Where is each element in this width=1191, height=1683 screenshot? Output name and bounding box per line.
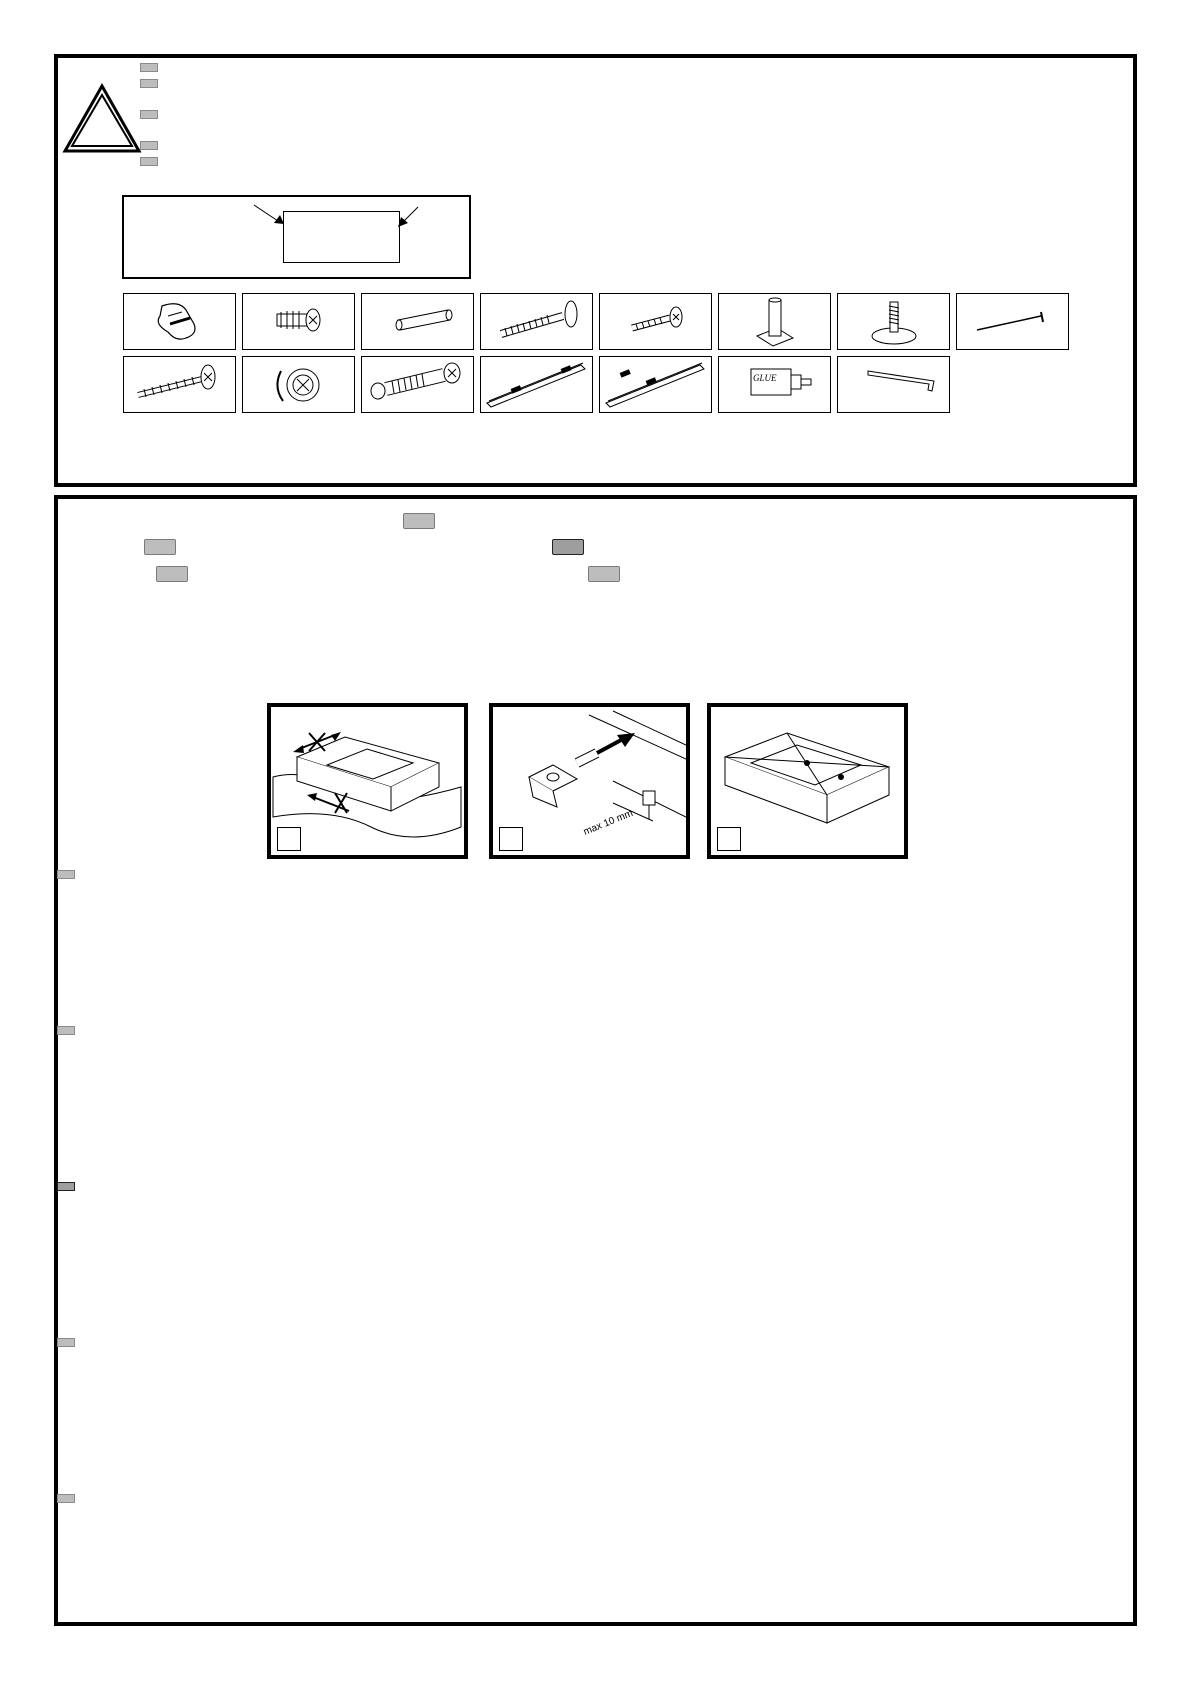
part-drawer-runner-left (480, 356, 593, 413)
part-wooden-dowel (361, 293, 474, 350)
language-tag (140, 110, 158, 119)
euro-screw-icon (243, 294, 354, 349)
part-allen-key (837, 356, 950, 413)
part-drawer-runner-right (599, 356, 712, 413)
language-tag (140, 157, 158, 166)
language-tag (57, 1494, 75, 1503)
language-tag (140, 63, 158, 72)
connector-bolt-icon (600, 294, 711, 349)
language-tag (57, 870, 75, 879)
cam-lock-icon (243, 357, 354, 412)
cam-lock-connector-icon (124, 294, 235, 349)
leg-post-icon (719, 294, 830, 349)
part-cam-lock-connector (123, 293, 236, 350)
instructions-panel (54, 495, 1137, 1626)
language-tag (140, 141, 158, 150)
language-tag (552, 539, 584, 555)
drawer-runner-left-icon (481, 357, 592, 412)
cam-bolt-dowel-icon (362, 357, 473, 412)
assembly-figure-2 (489, 703, 690, 859)
serial-number-box (122, 195, 471, 279)
nail-icon (957, 294, 1068, 349)
part-adjustable-foot (837, 293, 950, 350)
glue-label: GLUE (753, 373, 777, 383)
language-tag (156, 566, 188, 582)
step-number-box (717, 827, 741, 851)
max-depth-label: max 10 mm (582, 808, 635, 838)
part-euro-screw (242, 293, 355, 350)
long-connector-screw-icon (481, 294, 592, 349)
language-tag (57, 1182, 75, 1191)
warning-icon (62, 83, 142, 160)
glue-bottle-icon (719, 357, 830, 412)
step-number-box (499, 827, 523, 851)
language-tag (140, 79, 158, 88)
part-cam-bolt-dowel (361, 356, 474, 413)
part-glue-bottle (718, 356, 831, 413)
part-cam-lock (242, 356, 355, 413)
part-long-connector-screw (480, 293, 593, 350)
language-tag (144, 539, 176, 555)
language-tag (403, 513, 435, 529)
adjustable-foot-icon (838, 294, 949, 349)
assembly-figure-3 (707, 703, 908, 859)
drawer-runner-right-icon (600, 357, 711, 412)
language-tag (588, 566, 620, 582)
step-number-box (277, 827, 301, 851)
wooden-dowel-icon (362, 294, 473, 349)
part-connector-bolt (599, 293, 712, 350)
language-tag (57, 1338, 75, 1347)
language-tag (57, 1026, 75, 1035)
assembly-figure-1 (267, 703, 468, 859)
part-nail (956, 293, 1069, 350)
allen-key-icon (838, 357, 949, 412)
part-wood-screw (123, 356, 236, 413)
wood-screw-icon (124, 357, 235, 412)
part-leg-post (718, 293, 831, 350)
